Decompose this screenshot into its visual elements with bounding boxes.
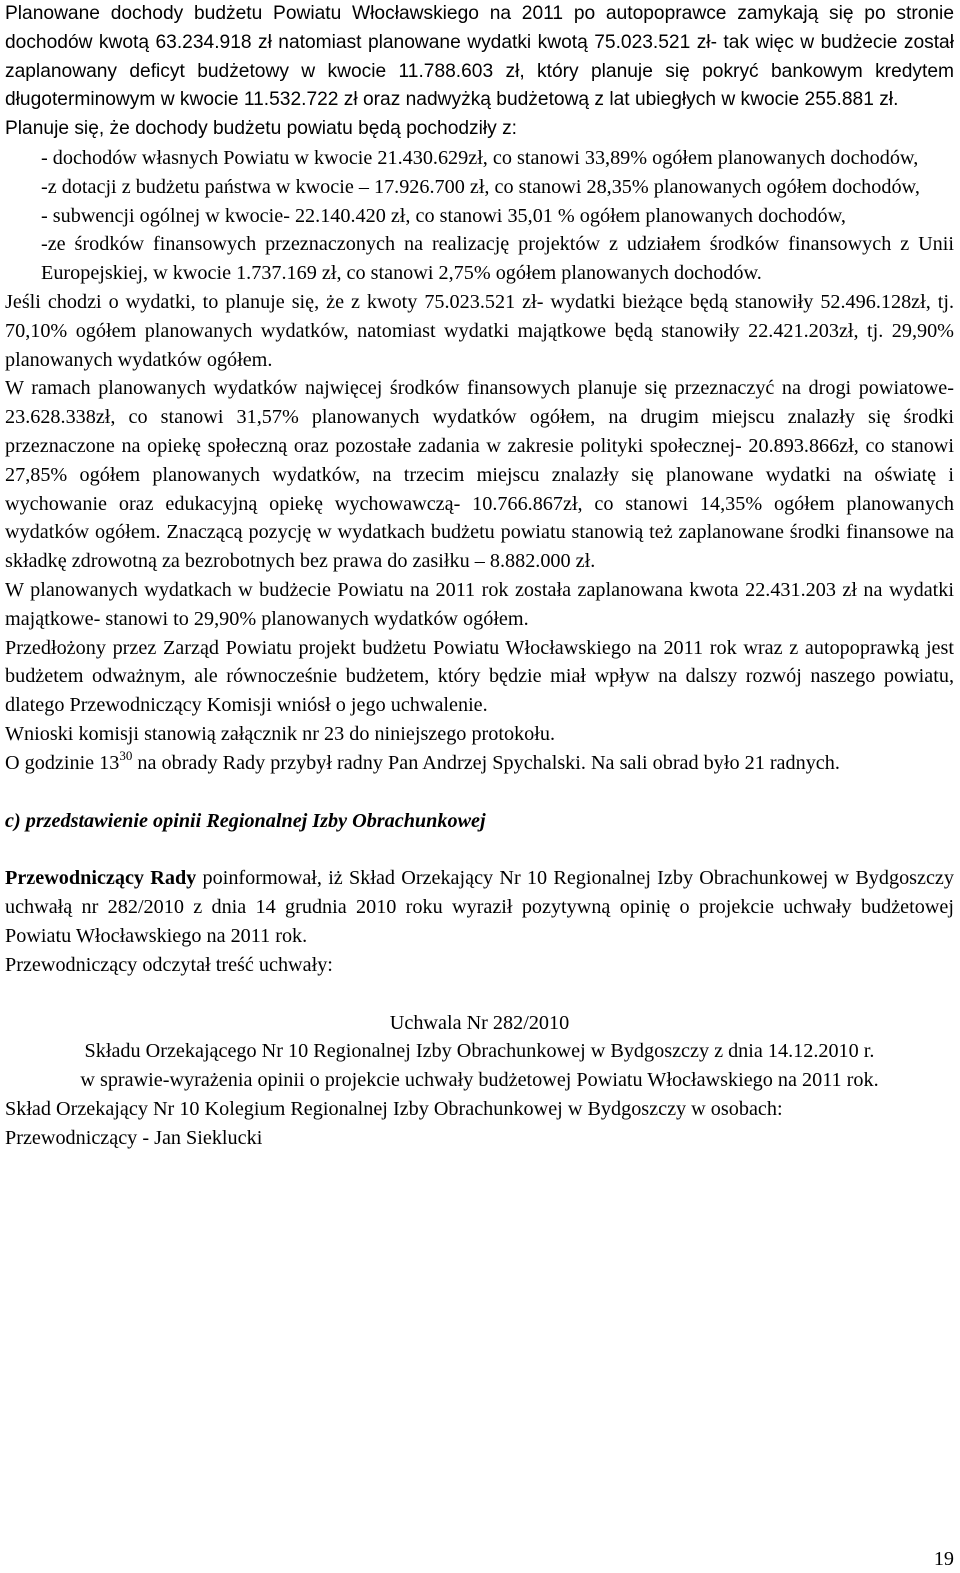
expense-structure-paragraph: W ramach planowanych wydatków najwięcej środków finansowych planuje się przeznaczyć na drogi powiatowe- 23.628.338zł, co stanowi 31,57% planowanych wydatków ogółem, na drugim miejscu znalazły się środki przeznaczone na opiekę społeczną oraz pozostałe zadania w zakresie polityki społecznej- 20.893.866zł, co stanowi 27,85% ogółem planowanych wydatków, na trzecim miejscu znalazły się planowane wydatki na oświatę i wychowanie oraz edukacyjną opiekę wychowawczą- 10.766.867zł, co stanowi 14,35% ogółem planowanych wydatków ogółem. Znaczącą pozycję w wydatkach budżetu powiatu stanowią też zaplanowane środki finansowe na składkę zdrowotną za bezrobotnych bez prawa do zasiłku – 8.882.000 zł. [5, 377, 954, 573]
page-number: 19 [933, 1548, 954, 1570]
assessment-paragraph: Przedłożony przez Zarząd Powiatu projekt budżetu Powiatu Włocławskiego na 2011 rok wraz z autopoprawką jest budżetem odważnym, ale równocześnie budżetem, który będzie miał wpływ na dalszy rozwój naszego powiatu, dlatego Przewodniczący Komisji wniósł o jego uchwalenie. [5, 636, 954, 717]
arrival-prefix: O godzinie 13 [5, 751, 120, 774]
budget-summary-section [5, 0, 954, 778]
section-c-heading: c) przedstawienie opinii Regionalnej Izby Obrachunkowej [5, 809, 486, 832]
attachment-note: Wnioski komisji stanowią załącznik nr 23 do niniejszego protokołu. [5, 722, 556, 745]
speaker-name: Przewodniczący Rady [5, 867, 197, 890]
expenses-paragraph: Jeśli chodzi o wydatki, to planuje się, że z kwoty 75.023.521 zł- wydatki bieżące będą stanowiły 52.496.128zł, tj. 70,10% ogółem planowanych wydatków, natomiast wydatki majątkowe będą stanowiły 22.421.203zł, tj. 29,90% planowanych wydatków ogółem. [5, 290, 954, 371]
revenue-item-grants: -z dotacji z budżetu państwa w kwocie – 17.926.700 zł, co stanowi 28,35% planowanych ogółem dochodów, [41, 175, 920, 198]
chair-statement [5, 864, 954, 950]
speaker-text: poinformował, iż Skład Orzekający Nr 10 Regionalnej Izby Obrachunkowej w Bydgoszczy uchwałą nr 282/2010 z dnia 14 grudnia 2010 roku wyraził pozytywną opinię o projekcie uchwały budżetowej Powiatu Włocławskiego na 2011 rok. [5, 867, 954, 947]
resolution-block [5, 1009, 954, 1153]
arrival-minutes-sup: 30 [119, 747, 133, 763]
arrival-suffix: na obrady Rady przybył radny Pan Andrzej Spychalski. Na sali obrad było 21 radnych. [132, 751, 840, 774]
read-out-line: Przewodniczący odczytał treść uchwały: [5, 953, 333, 976]
resolution-issuer: Składu Orzekającego Nr 10 Regionalnej Izby Obrachunkowej w Bydgoszczy z dnia 14.12.2010 r. [84, 1040, 875, 1063]
section-c-body [5, 864, 954, 979]
resolution-title: Uchwala Nr 282/2010 [389, 1011, 570, 1034]
revenue-list [5, 144, 954, 288]
revenue-item-eu-funds: -ze środków finansowych przeznaczonych na realizację projektów z udziałem środków finansowych z Unii Europejskiej, w kwocie 1.737.169 zł, co stanowi 2,75% ogółem planowanych dochodów. [41, 233, 954, 285]
resolution-composition: Skład Orzekający Nr 10 Kolegium Regionalnej Izby Obrachunkowej w Bydgoszczy w osobach: [5, 1097, 783, 1120]
investment-paragraph: W planowanych wydatkach w budżecie Powiatu na 2011 rok została zaplanowana kwota 22.431.203 zł na wydatki majątkowe- stanowi to 29,90% planowanych wydatków ogółem. [5, 578, 954, 630]
revenue-lead-line: Planuje się, że dochody budżetu powiatu będą pochodziły z: [5, 118, 518, 140]
budget-intro-paragraph: Planowane dochody budżetu Powiatu Włocławskiego na 2011 po autopoprawce zamykają się po stronie dochodów kwotą 63.234.918 zł natomiast planowane wydatki kwotą 75.023.521 zł- tak więc w budżecie został zaplanowany deficyt budżetowy w kwocie 11.788.603 zł, który planuje się pokryć bankowym kredytem długoterminowym w kwocie 11.532.722 zł oraz nadwyżką budżetową z lat ubiegłych w kwocie 255.881 zł. [5, 3, 954, 111]
revenue-item-subsidy: - subwencji ogólnej w kwocie- 22.140.420 zł, co stanowi 35,01 % ogółem planowanych dochodów, [41, 204, 846, 227]
resolution-subject: w sprawie-wyrażenia opinii o projekcie uchwały budżetowej Powiatu Włocławskiego na 2011 rok. [80, 1069, 879, 1092]
resolution-chair: Przewodniczący - Jan Sieklucki [5, 1126, 263, 1149]
revenue-item-own: - dochodów własnych Powiatu w kwocie 21.430.629zł, co stanowi 33,89% ogółem planowanych dochodów, [41, 146, 919, 169]
arrival-note [5, 749, 954, 778]
